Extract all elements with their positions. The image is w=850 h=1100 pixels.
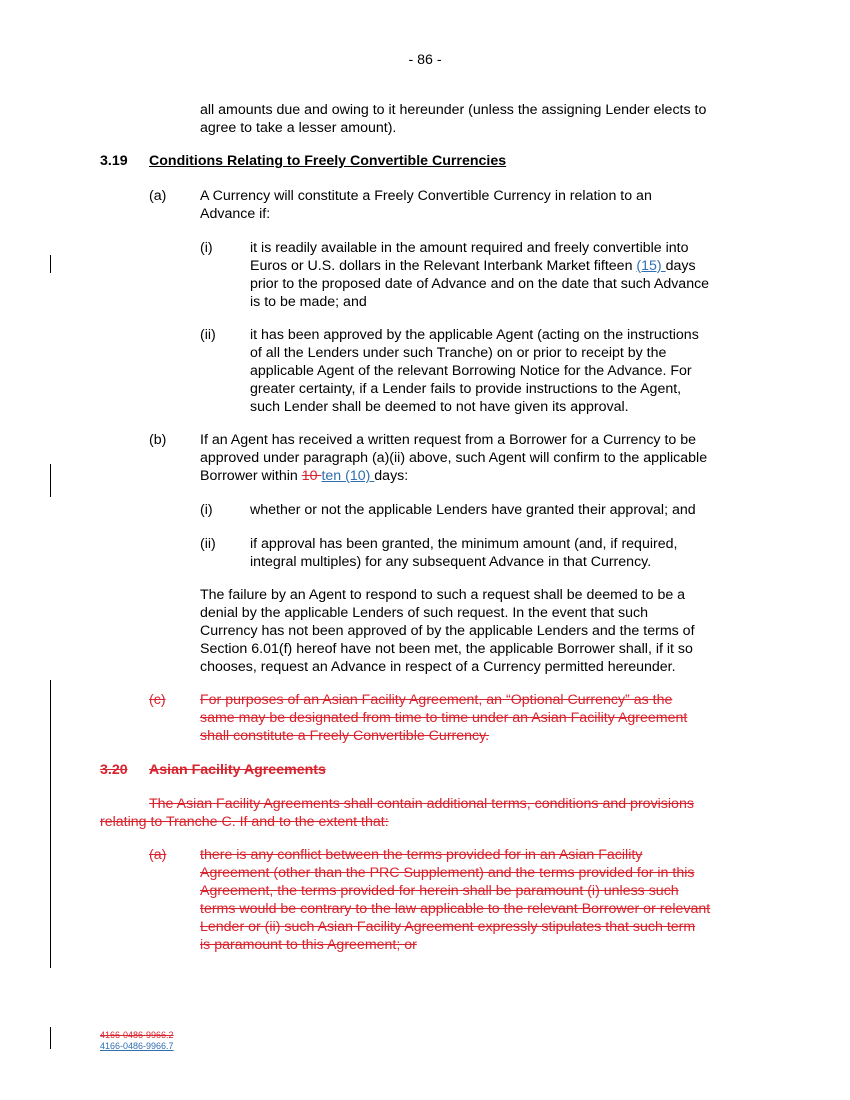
change-bar (50, 1027, 51, 1049)
deleted-clause-text: there is any conflict between the terms provided for in an Asian Facility (200, 847, 643, 863)
change-bar (50, 464, 51, 497)
inserted-text: ten (10) (321, 468, 375, 484)
deleted-clause-text: For purposes of an Asian Facility Agreement, an “Optional Currency” as the (200, 692, 673, 708)
deleted-clause-text: shall constitute a Freely Convertible Currency. (200, 728, 490, 744)
clause-text: If an Agent has received a written request from a Borrower for a Currency to be (200, 432, 697, 448)
clause-label: (b) (149, 432, 167, 448)
deleted-section-title: Asian Facility Agreements (149, 762, 326, 778)
clause-text: approved under paragraph (a)(ii) above, such Agent will confirm to the applicable (200, 450, 708, 466)
deleted-clause-label: (c) (149, 692, 166, 708)
deleted-clause-text: Lender or (ii) such Asian Facility Agreement expressly stipulates that such term (200, 919, 696, 935)
change-bar (50, 255, 51, 273)
deleted-clause-text: same may be designated from time to time under an Asian Facility Agreement (200, 710, 688, 726)
subclause-text: prior to the proposed date of Advance and on the date that such Advance (250, 276, 710, 292)
deleted-clause-text: is paramount to this Agreement; or (200, 937, 417, 953)
subclause-text: integral multiples) for any subsequent Advance in that Currency. (250, 554, 652, 570)
deleted-clause-label: (a) (149, 847, 167, 863)
subclause-text: is to be made; and (250, 294, 367, 310)
paragraph-text: The failure by an Agent to respond to such a request shall be deemed to be a (200, 587, 686, 603)
deleted-section-number: 3.20 (100, 762, 128, 778)
change-bar (50, 680, 51, 968)
subclause-label: (ii) (200, 536, 216, 552)
deleted-clause-text: terms would be contrary to the law applicable to the relevant Borrower or relevant (200, 901, 711, 917)
subclause-text: if approval has been granted, the minimum amount (and, if required, (250, 536, 678, 552)
clause-text (200, 467, 408, 485)
deleted-paragraph-text: relating to Tranche C. If and to the extent that: (100, 814, 389, 830)
deleted-clause-text: Agreement (other than the PRC Supplement) and the terms provided for in this (200, 865, 695, 881)
subclause-text: of all the Lenders under such Tranche) on or prior to receipt by the (250, 345, 667, 361)
text-run: Borrower within (200, 468, 302, 484)
paragraph-text: Currency has not been approved of by the applicable Lenders and the terms of (200, 623, 695, 639)
subclause-text: applicable Agent of the relevant Borrowing Notice for the Advance. For (250, 363, 692, 379)
subclause-text: it has been approved by the applicable Agent (acting on the instructions (250, 327, 699, 343)
clause-text: Advance if: (200, 206, 271, 222)
page-number: - 86 - (408, 52, 442, 68)
section-title: Conditions Relating to Freely Convertible Currencies (149, 153, 507, 169)
deleted-text: 10 (301, 468, 322, 484)
inserted-text: (15) (636, 258, 666, 274)
footer-new-ref: 4166-0486-9966.7 (100, 1041, 174, 1051)
subclause-text: such Lender shall be deemed to not have given its approval. (250, 399, 629, 415)
subclause-text: whether or not the applicable Lenders have granted their approval; and (250, 502, 696, 518)
text-run: Euros or U.S. dollars in the Relevant Interbank Market fifteen (250, 258, 637, 274)
deleted-paragraph-text: The Asian Facility Agreements shall contain additional terms, conditions and provisions (149, 796, 694, 812)
subclause-label: (i) (200, 502, 213, 518)
clause-label: (a) (149, 188, 167, 204)
text-run: days (665, 258, 696, 274)
subclause-label: (ii) (200, 327, 216, 343)
footer-old-ref: 4166-0486-9966.2 (100, 1030, 174, 1040)
subclause-label: (i) (200, 240, 213, 256)
section-number: 3.19 (100, 153, 128, 169)
intro-line: agree to take a lesser amount). (200, 120, 397, 136)
subclause-text: greater certainty, if a Lender fails to provide instructions to the Agent, (250, 381, 682, 397)
clause-text: A Currency will constitute a Freely Convertible Currency in relation to an (200, 188, 652, 204)
subclause-text: it is readily available in the amount required and freely convertible into (250, 240, 689, 256)
text-run: days: (374, 468, 409, 484)
paragraph-text: Section 6.01(f) hereof have not been met, the applicable Borrower shall, if it so (200, 641, 693, 657)
intro-line: all amounts due and owing to it hereunder (unless the assigning Lender elects to (200, 102, 707, 118)
paragraph-text: chooses, request an Advance in respect of a Currency permitted hereunder. (200, 659, 676, 675)
subclause-text (250, 257, 696, 275)
deleted-clause-text: Agreement, the terms provided for herein shall be paramount (i) unless such (200, 883, 679, 899)
paragraph-text: denial by the applicable Lenders of such request. In the event that such (200, 605, 648, 621)
